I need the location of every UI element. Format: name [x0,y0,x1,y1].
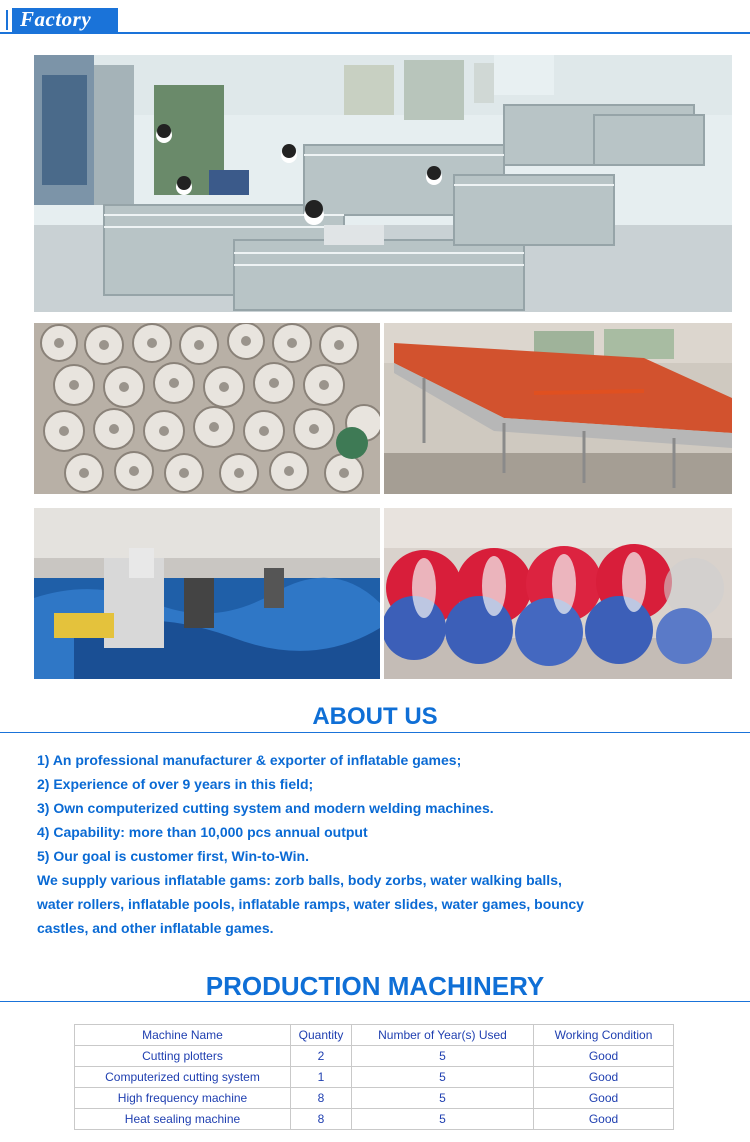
factory-header [0,0,750,40]
about-line: castles, and other inflatable games. [37,920,274,936]
about-line: water rollers, inflatable pools, inflatable ramps, water slides, water games, bouncy [37,896,584,912]
quantity-cell: 2 [291,1046,352,1067]
about-line: 2) Experience of over 9 years in this field; [37,776,314,792]
column-header: Quantity [291,1025,352,1046]
condition-cell: Good [534,1109,674,1130]
quantity-cell: 1 [291,1067,352,1088]
header-divider [0,32,750,34]
years-used-cell: 5 [352,1088,534,1109]
cutting-table-photo [384,323,732,494]
condition-cell: Good [534,1088,674,1109]
table-row [75,1088,674,1109]
header-accent-mark [6,10,8,30]
about-divider [0,732,750,733]
about-list [37,748,717,940]
factory-title: Factory [20,7,92,31]
machine-name-cell: High frequency machine [75,1088,291,1109]
column-header: Machine Name [75,1025,291,1046]
quantity-cell: 8 [291,1109,352,1130]
fabric-rolls-photo [34,323,380,494]
machine-name-cell: Computerized cutting system [75,1067,291,1088]
machine-name-cell: Heat sealing machine [75,1109,291,1130]
office-photo [34,55,732,312]
column-header: Working Condition [534,1025,674,1046]
condition-cell: Good [534,1046,674,1067]
years-used-cell: 5 [352,1046,534,1067]
condition-cell: Good [534,1067,674,1088]
about-line: 1) An professional manufacturer & exporter of inflatable games; [37,752,462,768]
about-line: 4) Capability: more than 10,000 pcs annual output [37,824,368,840]
column-header: Number of Year(s) Used [352,1025,534,1046]
table-row [75,1109,674,1130]
bubble-balls-photo [384,508,732,679]
about-us-title: ABOUT US [312,703,438,730]
welding-workshop-photo [34,508,380,679]
machine-name-cell: Cutting plotters [75,1046,291,1067]
machinery-table [74,1024,674,1130]
years-used-cell: 5 [352,1067,534,1088]
years-used-cell: 5 [352,1109,534,1130]
about-line: We supply various inflatable gams: zorb balls, body zorbs, water walking balls, [37,872,562,888]
table-header-row [75,1025,674,1046]
table-row [75,1067,674,1088]
about-line: 5) Our goal is customer first, Win-to-Win. [37,848,309,864]
production-machinery-title: PRODUCTION MACHINERY [205,971,545,1001]
about-line: 3) Own computerized cutting system and modern welding machines. [37,800,494,816]
machinery-divider [0,1001,750,1002]
quantity-cell: 8 [291,1088,352,1109]
table-row [75,1046,674,1067]
